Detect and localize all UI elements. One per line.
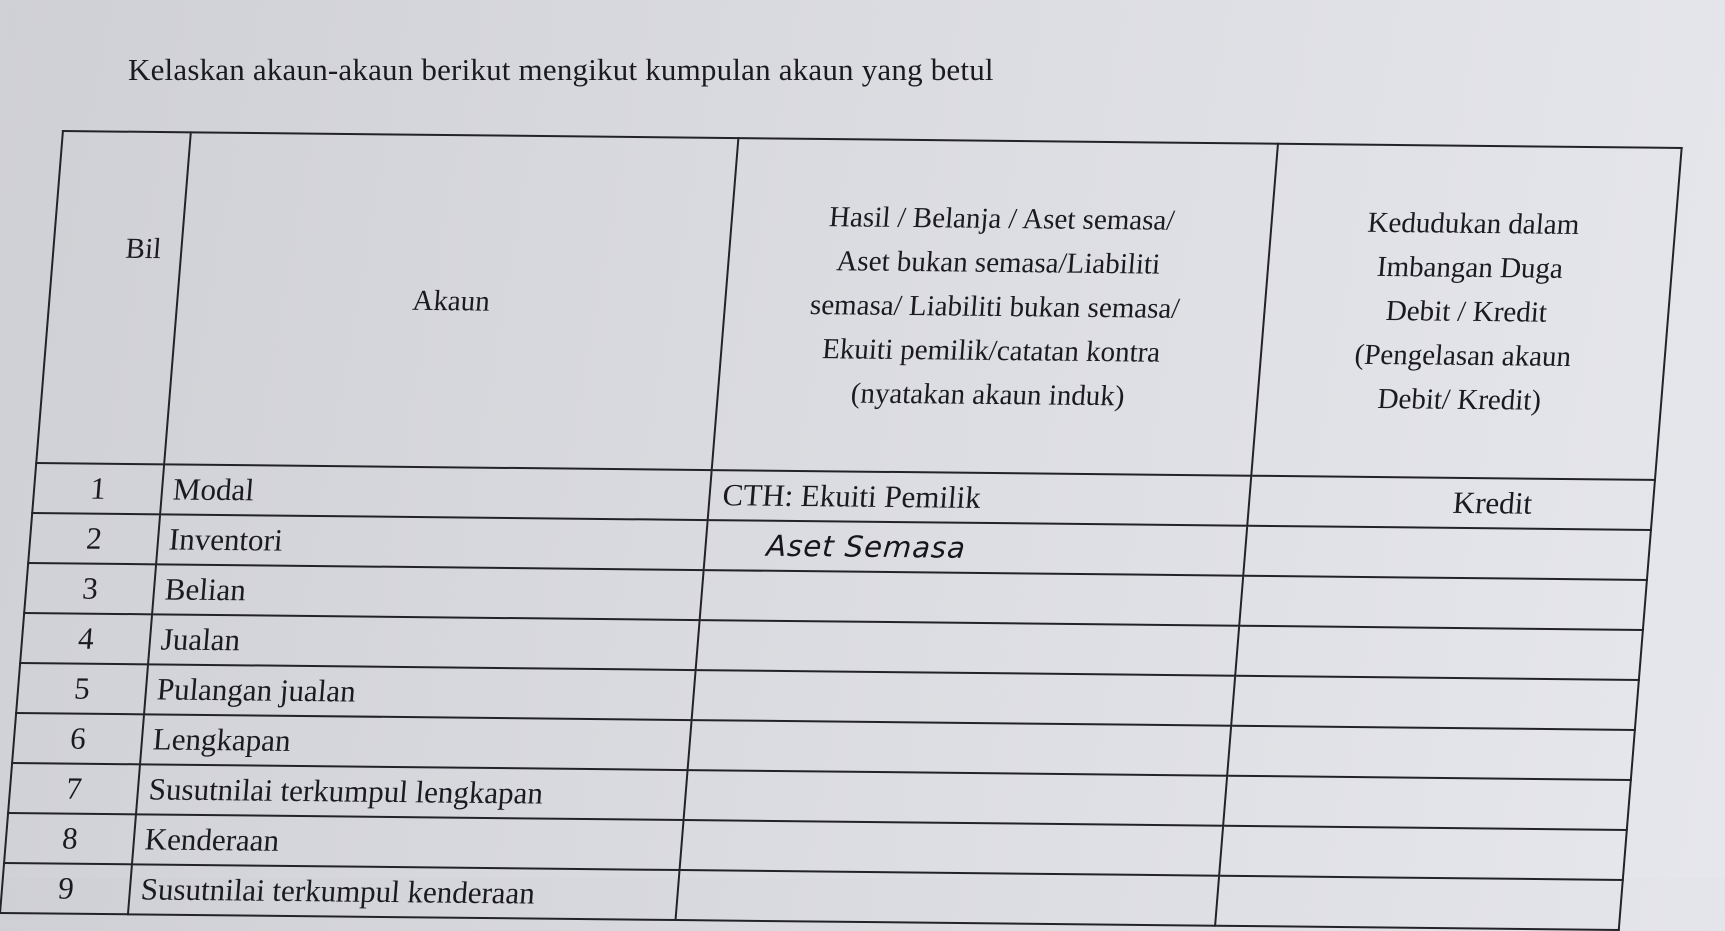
account-name: Lengkapan <box>140 714 692 770</box>
account-group-cell[interactable] <box>692 670 1236 726</box>
account-name: Belian <box>152 564 704 620</box>
account-name: Modal <box>160 464 712 520</box>
account-group-cell-handwritten[interactable]: Aset Semasa <box>704 520 1248 576</box>
header-account-group-line: (nyatakan akaun induk) <box>849 377 1126 413</box>
debit-credit-cell[interactable] <box>1239 576 1647 630</box>
header-account-group-line: Aset bukan semasa/Liabiliti <box>835 245 1162 281</box>
row-number: 1 <box>32 463 164 514</box>
account-group-cell[interactable] <box>700 570 1244 626</box>
header-account-group <box>712 138 1278 476</box>
debit-credit-cell[interactable] <box>1219 826 1627 880</box>
table-header-row <box>36 131 1681 480</box>
worksheet-instruction: Kelaskan akaun-akaun berikut mengikut kumpulan akaun yang betul <box>128 52 994 87</box>
account-name: Inventori <box>156 514 708 570</box>
account-group-cell[interactable]: CTH: Ekuiti Pemilik <box>708 470 1252 526</box>
row-number: 7 <box>8 763 140 814</box>
header-account-group-line: semasa/ Liabiliti bukan semasa/ <box>808 288 1181 325</box>
account-name: Susutnilai terkumpul lengkapan <box>136 764 688 820</box>
account-name: Kenderaan <box>132 814 684 870</box>
row-number: 6 <box>12 713 144 764</box>
header-akaun: Akaun <box>164 132 738 470</box>
debit-credit-cell[interactable]: Kredit <box>1247 476 1655 530</box>
debit-credit-cell[interactable] <box>1231 676 1639 730</box>
header-position-line: (Pengelasan akaun <box>1353 338 1573 373</box>
account-name: Pulangan jualan <box>144 664 696 720</box>
row-number: 9 <box>0 863 132 914</box>
debit-credit-cell[interactable] <box>1215 876 1623 930</box>
account-group-cell[interactable] <box>684 770 1228 826</box>
account-group-cell[interactable] <box>680 820 1224 876</box>
account-name: Jualan <box>148 614 700 670</box>
debit-credit-cell[interactable] <box>1235 626 1643 680</box>
row-number: 8 <box>4 813 136 864</box>
row-number: 4 <box>20 613 152 664</box>
header-position-line: Debit / Kredit <box>1384 295 1549 329</box>
header-account-group-line: Ekuiti pemilik/catatan kontra <box>821 333 1162 369</box>
row-number: 5 <box>16 663 148 714</box>
header-position-line: Kedudukan dalam <box>1366 206 1581 241</box>
row-number: 3 <box>24 563 156 614</box>
account-classification-table <box>0 130 1683 931</box>
debit-credit-cell[interactable] <box>1227 726 1635 780</box>
account-group-cell[interactable] <box>688 720 1232 776</box>
header-account-group-line: Hasil / Belanja / Aset semasa/ <box>827 201 1176 237</box>
header-position-line: Debit/ Kredit) <box>1376 382 1543 417</box>
account-group-cell[interactable] <box>676 870 1220 926</box>
header-position-line: Imbangan Duga <box>1375 250 1565 285</box>
debit-credit-cell[interactable] <box>1223 776 1631 830</box>
account-name: Susutnilai terkumpul kenderaan <box>128 864 680 920</box>
header-trial-balance-position <box>1251 144 1681 480</box>
debit-credit-cell[interactable] <box>1243 526 1651 580</box>
header-bil: Bil <box>36 131 191 464</box>
row-number: 2 <box>28 513 160 564</box>
account-group-cell[interactable] <box>696 620 1240 676</box>
